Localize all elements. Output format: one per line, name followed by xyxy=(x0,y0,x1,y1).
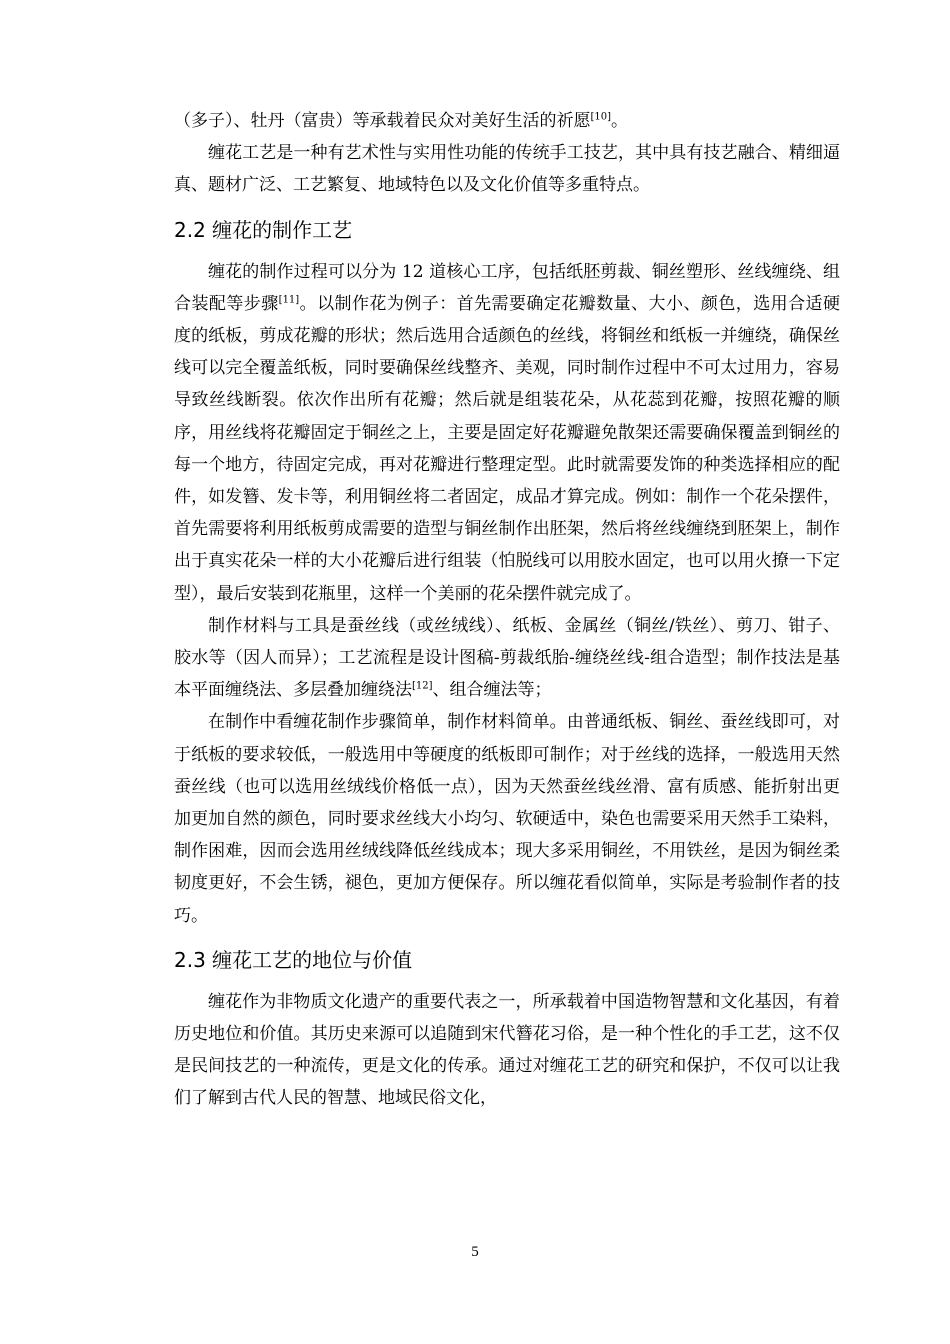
paragraph-text: 缠花的制作过程可以分为 12 道核心工序，包括纸胚剪裁、铜丝塑形、丝线缠绕、组合装配等步骤 xyxy=(174,261,840,314)
paragraph-text: 制作材料与工具是蚕丝线（或丝绒线）、纸板、金属丝（铜丝/铁丝）、剪刀、钳子、胶水等（因人而异）；工艺流程是设计图稿-剪裁纸胎-缠绕丝线-组合造型；制作技法是基本平面缠绕法、多层叠加缠绕法 xyxy=(174,615,840,701)
citation-marker: [11] xyxy=(278,294,300,306)
paragraph-text: 。以制作花为例子：首先需要确定花瓣数量、大小、颜色，选用合适硬度的纸板，剪成花瓣的形状；然后选用合适颜色的丝线，将铜丝和纸板一并缠绕，确保丝线可以完全覆盖纸板，同时要确保丝线整齐、美观，同时制作过程中不可太过用力，容易导致丝线断裂。依次作出所有花瓣；然后就是组装花朵，从花蕊到花瓣，按照花瓣的顺序，用丝线将花瓣固定于铜丝之上，主要是固定好花瓣避免散架还需要确保覆盖到铜丝的每一个地方，待固定完成，再对花瓣进行整理定型。此时就需要发饰的种类选择相应的配件，如发簪、发卡等，利用铜丝将二者固定，成品才算完成。例如：制作一个花朵摆件，首先需要将利用纸板剪成需要的造型与铜丝制作出胚架，然后将丝线缠绕到胚架上，制作出于真实花朵一样的大小花瓣后进行组装（怕脱线可以用胶水固定，也可以用火撩一下定型），最后安装到花瓶里，这样一个美丽的花朵摆件就完成了。 xyxy=(174,293,840,604)
page-content xyxy=(174,105,840,1115)
section-heading-2-3: 2.3 缠花工艺的地位与价值 xyxy=(174,947,413,972)
paragraph-continued xyxy=(174,105,840,137)
paragraph-materials xyxy=(174,610,840,707)
paragraph-process xyxy=(174,256,840,610)
paragraph-status-value: 缠花作为非物质文化遗产的重要代表之一，所承载着中国造物智慧和文化基因，有着历史地位和价值。其历史来源可以追随到宋代簪花习俗，是一种个性化的手工艺，这不仅是民间技艺的一种流传，更是文化的传承。通过对缠花工艺的研究和保护，不仅可以让我们了解到古代人民的智慧、地域民俗文化， xyxy=(174,991,840,1109)
citation-marker: [12] xyxy=(412,680,433,692)
paragraph-text: 、组合缠法等； xyxy=(432,680,552,701)
citation-marker: [10] xyxy=(590,111,612,123)
paragraph-chanhua-features: 缠花工艺是一种有艺术性与实用性功能的传统手工技艺，其中具有技艺融合、精细逼真、题材广泛、工艺繁复、地域特色以及文化价值等多重特点。 xyxy=(174,143,840,196)
paragraph-material-selection: 在制作中看缠花制作步骤简单，制作材料简单。由普通纸板、铜丝、蚕丝线即可，对于纸板的要求较低，一般选用中等硬度的纸板即可制作；对于丝线的选择，一般选用天然蚕丝线（也可以选用丝绒线价格低一点），因为天然蚕丝线丝滑、富有质感、能折射出更加更加自然的颜色，同时要求丝线大小均匀、软硬适中，染色也需要采用天然手工染料，制作困难，因而会选用丝绒线降低丝线成本；现大多采用铜丝，不用铁丝，是因为铜丝柔韧度更好，不会生锈，褪色，更加方便保存。所以缠花看似简单，实际是考验制作者的技巧。 xyxy=(174,712,840,926)
page-number: 5 xyxy=(471,1244,479,1260)
section-heading-2-2: 2.2 缠花的制作工艺 xyxy=(174,217,353,242)
paragraph-text: （多子）、牡丹（富贵）等承载着民众对美好生活的祈愿 xyxy=(174,111,591,131)
paragraph-text: 。 xyxy=(611,111,629,131)
